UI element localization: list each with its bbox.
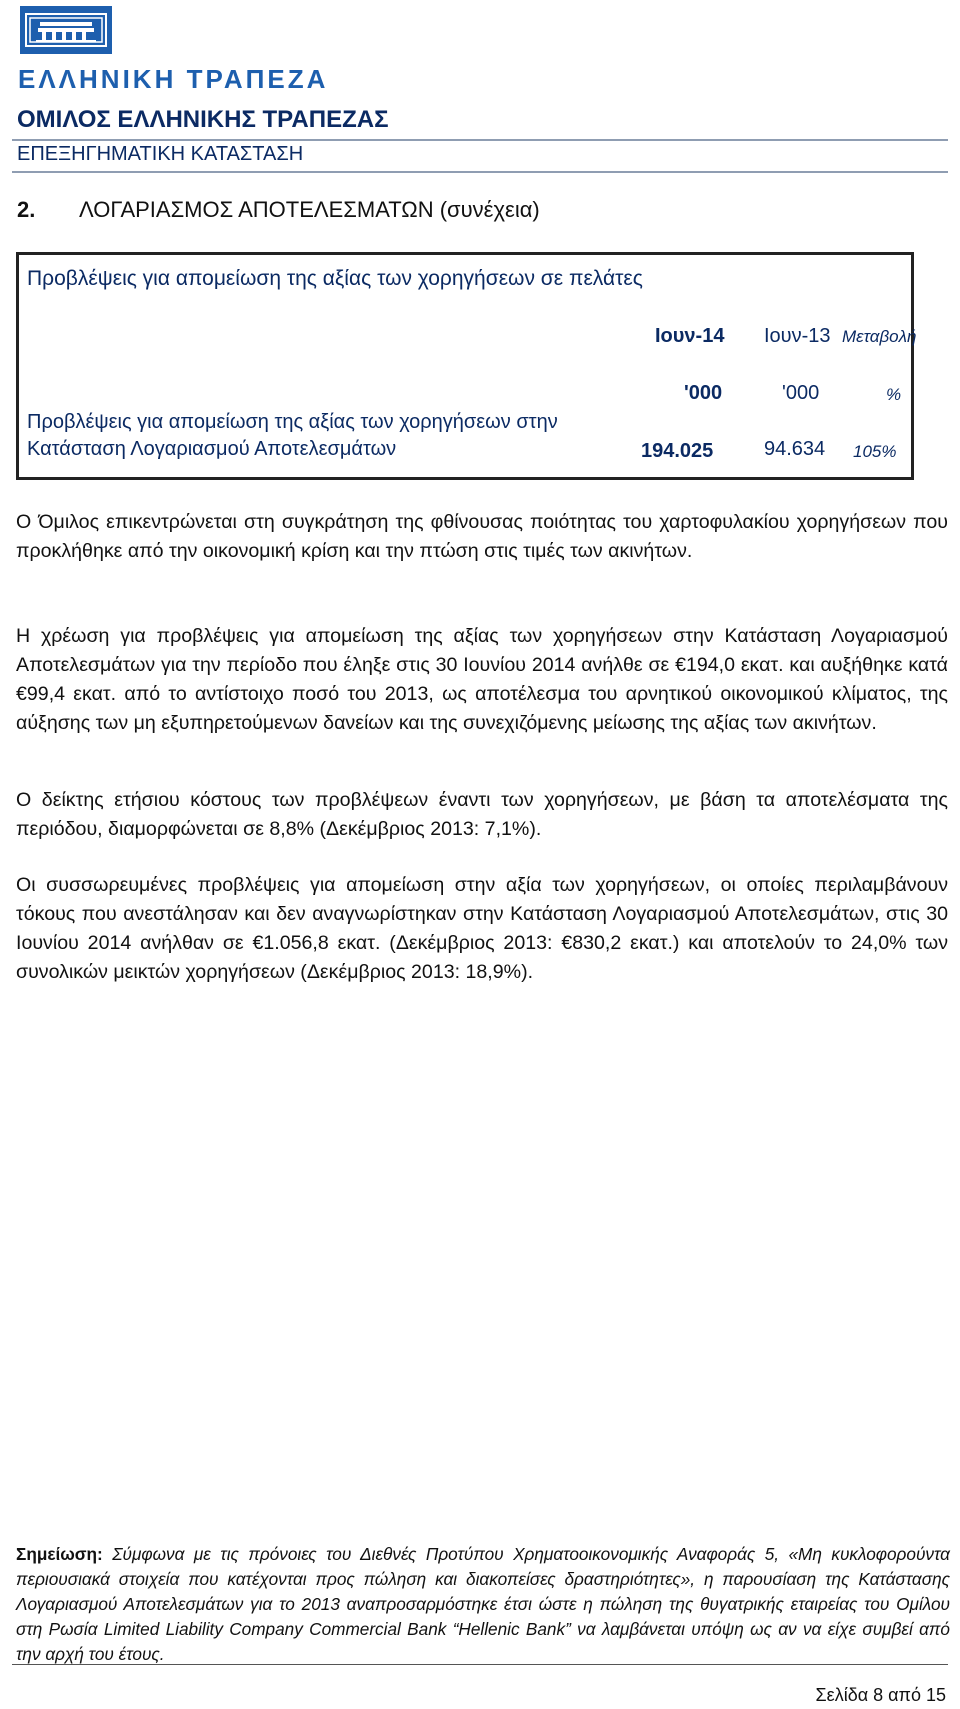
unit-jun14: '000 [684,382,723,404]
section-heading [17,197,540,223]
value-change: 105% [853,442,897,461]
unit-jun13: '000 [782,382,820,404]
section-number: 2. [17,197,36,222]
column-header-jun13: Ιουν-13 [764,325,831,347]
subtitle-divider [12,171,948,173]
paragraph-3: Ο δείκτης ετήσιου κόστους των προβλέψεων έναντι των χορηγήσεων, με βάση τα αποτελέσματα της περιόδου, διαμορφώνεται σε 8,8% (Δεκέμβριος 2013: 7,1%). [16,789,948,840]
footer-divider [12,1664,948,1665]
group-title: ΟΜΙΛΟΣ ΕΛΛΗΝΙΚΗΣ ΤΡΑΠΕΖΑΣ [17,106,389,133]
value-jun13: 94.634 [764,438,826,460]
row-label-line1: Προβλέψεις για απομείωση της αξίας των χορηγήσεων στην [27,411,558,433]
paragraph-2: Η χρέωση για προβλέψεις για απομείωση της αξίας των χορηγήσεων στην Κατάσταση Λογαριασμού Αποτελεσμάτων για την περίοδο που έληξε στις 30 Ιουνίου 2014 ανήλθε σε €194,0 εκατ. και αυξήθηκε κατά €99,4 εκατ. από το αντίστοιχο ποσό του 2013, ως αποτέλεσμα του αρνητικού οικονομικού κλίματος, της αύξησης των μη εξυπηρετούμενων δανείων και της συνεχιζόμενης μείωσης της αξίας των ακινήτων. [16,625,948,734]
bank-logo-icon [20,6,112,54]
table-title: Προβλέψεις για απομείωση της αξίας των χορηγήσεων σε πελάτες [27,267,643,290]
footnote [16,1542,950,1667]
logo-wordmark: ΕΛΛΗΝΙΚΗ ΤΡΑΠΕΖΑ [18,64,329,94]
column-header-jun14: Ιουν-14 [655,325,725,347]
section-title: ΛΟΓΑΡΙΑΣΜΟΣ ΑΠΟΤΕΛΕΣΜΑΤΩΝ (συνέχεια) [79,197,540,222]
header-divider [12,139,948,141]
provisions-table [16,252,917,480]
row-label-line2: Κατάσταση Λογαριασμού Αποτελεσμάτων [27,438,397,460]
value-jun14: 194.025 [641,440,714,462]
column-header-change: Μεταβολή [842,327,917,346]
paragraph-4: Οι συσσωρευμένες προβλέψεις για απομείωση στην αξία των χορηγήσεων, οι οποίες περιλαμβάνουν τόκους που ανεστάλησαν και δεν αναγνωρίστηκαν στην Κατάσταση Λογαριασμού Αποτελεσμάτων, στις 30 Ιουνίου 2014 ανήλθαν σε €1.056,8 εκατ. (Δεκέμβριος 2013: €830,2 εκατ.) και αποτελούν το 24,0% των συνολικών μεικτών χορηγήσεων (Δεκέμβριος 2013: 18,9%). [16,874,948,983]
page-subtitle: ΕΠΕΞΗΓΗΜΑΤΙΚΗ ΚΑΤΑΣΤΑΣΗ [17,143,304,165]
paragraph-1: Ο Όμιλος επικεντρώνεται στη συγκράτηση της φθίνουσας ποιότητας του χαρτοφυλακίου χορηγήσεων που προκλήθηκε από την οικονομική κρίση και την πτώση στις τιμές των ακινήτων. [16,511,948,562]
footnote-text: Σύμφωνα με τις πρόνοιες του Διεθνές Προτύπου Χρηματοοικονομικής Αναφοράς 5, «Μη κυκλοφορούντα περιουσιακά στοιχεία που κατέχονται προς πώληση και διακοπείσες δραστηριότητες», η παρουσίαση της Κατάστασης Λογαριασμού Αποτελεσμάτων για το 2013 αναπροσαρμόστηκε έτσι ώστε η πώληση της θυγατρικής εταιρείας του Ομίλου στη Ρωσία Limited Liability Company Commercial Bank “Hellenic Bank” να λαμβάνεται υπόψη ως αν να είχε συμβεί από την αρχή του έτους. [16,1544,950,1664]
page-number: Σελίδα 8 από 15 [815,1685,946,1705]
footnote-lead: Σημείωση: [16,1544,103,1564]
unit-change: % [886,385,902,404]
